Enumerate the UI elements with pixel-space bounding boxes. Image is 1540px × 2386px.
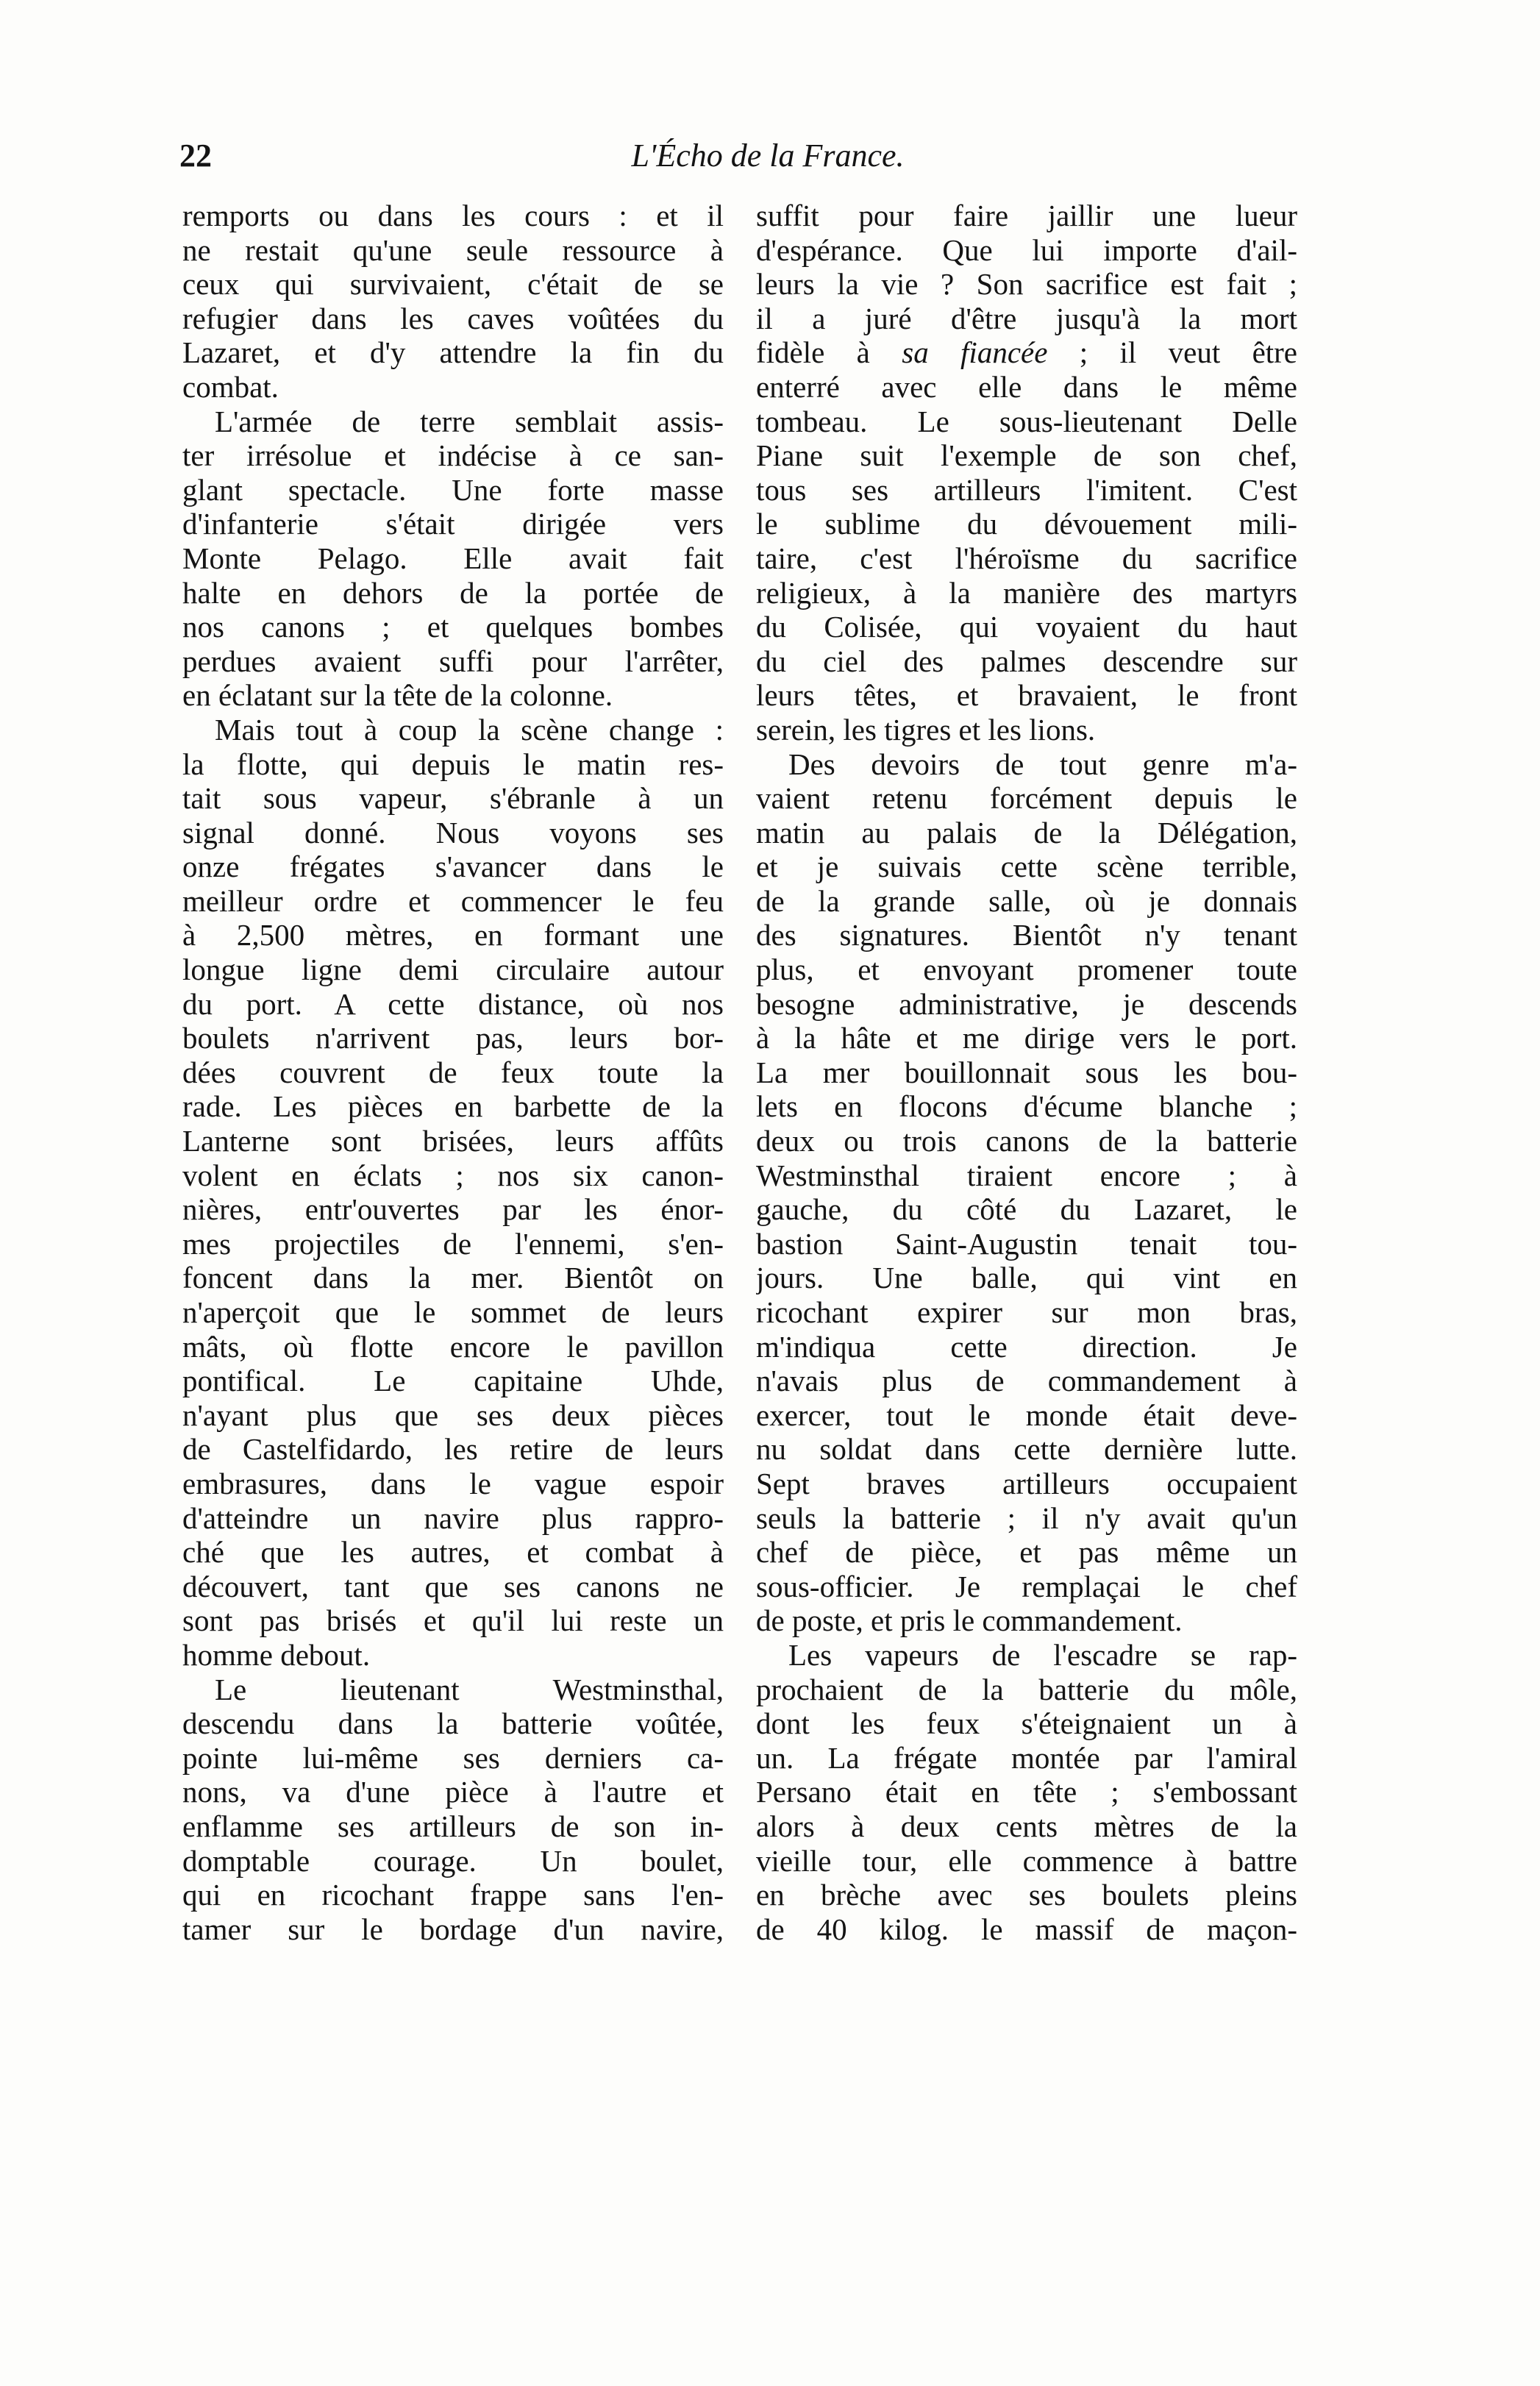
text-line: jours. Une balle, qui vint en [756,1261,1297,1295]
text-line: Westminsthal tiraient encore ; à [756,1158,1297,1192]
text-line: pontifical. Le capitaine Uhde, [182,1364,724,1398]
text-line: de poste, et pris le commandement. [756,1603,1183,1638]
text-line: plus, et envoyant promener toute [756,952,1297,987]
text-line: à la hâte et me dirige vers le port. [756,1021,1297,1055]
text-line: descendu dans la batterie voûtée, [182,1706,724,1741]
text-line: signal donné. Nous voyons ses [182,815,724,850]
text-line: mâts, où flotte encore le pavillon [182,1329,724,1364]
text-line: serein, les tigres et les lions. [756,712,1096,747]
text-line: de Castelfidardo, les retire de leurs [182,1432,724,1467]
text-line: longue ligne demi circulaire autour [182,952,724,987]
text-line: Sept braves artilleurs occupaient [756,1466,1297,1500]
text-line: alors à deux cents mètres de la [756,1809,1297,1843]
text-line: L'armée de terre semblait assis- [215,404,724,438]
text-line: un. La frégate montée par l'amiral [756,1740,1297,1775]
text-line: chef de pièce, et pas même un [756,1535,1297,1570]
text-line: nu soldat dans cette dernière lutte. [756,1432,1297,1467]
text-line: enterré avec elle dans le même [756,369,1297,404]
text-line: halte en dehors de la portée de [182,575,724,610]
text-line: remports ou dans les cours : et il [182,199,724,232]
text-line: du ciel des palmes descendre sur [756,644,1297,678]
text-line: La mer bouillonnait sous les bou- [756,1055,1297,1089]
text-line: nières, entr'ouvertes par les énor- [182,1192,724,1227]
text-line: embrasures, dans le vague espoir [182,1466,724,1500]
text-line: n'aperçoit que le sommet de leurs [182,1295,724,1329]
right-text-column [756,199,1297,1946]
text-line: exercer, tout le monde était deve- [756,1397,1297,1432]
text-line: Des devoirs de tout genre m'a- [788,747,1297,781]
text-line: dées couvrent de feux toute la [182,1055,724,1089]
text-line: découvert, tant que ses canons ne [182,1569,724,1603]
text-line: le sublime du dévouement mili- [756,507,1297,541]
text-line: perdues avaient suffi pour l'arrêter, [182,644,724,678]
text-line: Persano était en tête ; s'embossant [756,1775,1297,1809]
text-line: de la grande salle, où je donnais [756,883,1297,918]
text-line: gauche, du côté du Lazaret, le [756,1192,1297,1227]
text-line: Piane suit l'exemple de son chef, [756,438,1297,473]
text-line: deux ou trois canons de la batterie [756,1124,1297,1158]
text-line: d'espérance. Que lui importe d'ail- [756,232,1297,267]
text-line: religieux, à la manière des martyrs [756,575,1297,610]
text-line: Lanterne sont brisées, leurs affûts [182,1124,724,1158]
text-line: Le lieutenant Westminsthal, [215,1672,724,1706]
text-line: taire, c'est l'héroïsme du sacrifice [756,541,1297,575]
text-line: du port. A cette distance, où nos [182,986,724,1021]
text-line: seuls la batterie ; il n'y avait qu'un [756,1500,1297,1535]
text-line: foncent dans la mer. Bientôt on [182,1261,724,1295]
text-line: et je suivais cette scène terrible, [756,850,1297,884]
text-line: qui en ricochant frappe sans l'en- [182,1878,724,1912]
text-line: des signatures. Bientôt n'y tenant [756,918,1297,952]
text-line: Monte Pelago. Elle avait fait [182,541,724,575]
text-line: à 2,500 mètres, en formant une [182,918,724,952]
text-line: d'infanterie s'était dirigée vers [182,507,724,541]
text-line: nos canons ; et quelques bombes [182,610,724,644]
text-line: prochaient de la batterie du môle, [756,1672,1297,1706]
text-line: ricochant expirer sur mon bras, [756,1295,1297,1329]
text-line: tamer sur le bordage d'un navire, [182,1912,724,1946]
text-line: n'avais plus de commandement à [756,1364,1297,1398]
text-line: en éclatant sur la tête de la colonne. [182,678,613,713]
text-line: du Colisée, qui voyaient du haut [756,610,1297,644]
text-line: de 40 kilog. le massif de maçon- [756,1912,1297,1946]
text-line: tous ses artilleurs l'imitent. C'est [756,472,1297,507]
text-line: n'ayant plus que ses deux pièces [182,1397,724,1432]
text-line: pointe lui-même ses derniers ca- [182,1740,724,1775]
page-number: 22 [179,138,212,174]
text-line: onze frégates s'avancer dans le [182,850,724,884]
text-line: homme debout. [182,1637,371,1672]
text-line: volent en éclats ; nos six canon- [182,1158,724,1192]
text-line: meilleur ordre et commencer le feu [182,883,724,918]
text-line: tait sous vapeur, s'ébranle à un [182,781,724,816]
text-line: Mais tout à coup la scène change : [215,712,724,747]
text-line: Les vapeurs de l'escadre se rap- [788,1637,1297,1672]
text-line: tombeau. Le sous-lieutenant Delle [756,404,1297,438]
text-line: besogne administrative, je descends [756,986,1297,1021]
text-line: vaient retenu forcément depuis le [756,781,1297,816]
text-line: boulets n'arrivent pas, leurs bor- [182,1021,724,1055]
text-line: matin au palais de la Délégation, [756,815,1297,850]
text-line: m'indiqua cette direction. Je [756,1329,1297,1364]
text-line: domptable courage. Un boulet, [182,1843,724,1878]
text-line: dont les feux s'éteignaient un à [756,1706,1297,1741]
text-line: lets en flocons d'écume blanche ; [756,1089,1297,1124]
text-line: ne restait qu'une seule ressource à [182,232,724,267]
text-line: d'atteindre un navire plus rappro- [182,1500,724,1535]
text-line: la flotte, qui depuis le matin res- [182,747,724,781]
text-line: Lazaret, et d'y attendre la fin du [182,335,724,370]
text-line: combat. [182,369,279,404]
text-line: leurs têtes, et bravaient, le front [756,678,1297,713]
text-line: leurs la vie ? Son sacrifice est fait ; [756,267,1297,302]
text-line: fidèle à sa fiancée ; il veut être [756,335,1297,370]
text-line: sont pas brisés et qu'il lui reste un [182,1603,724,1638]
text-line: en brèche avec ses boulets pleins [756,1878,1297,1912]
text-line: suffit pour faire jaillir une lueur [756,199,1297,232]
page-header [179,134,1283,178]
text-line: glant spectacle. Une forte masse [182,472,724,507]
text-line: il a juré d'être jusqu'à la mort [756,301,1297,335]
text-line: ché que les autres, et combat à [182,1535,724,1570]
text-line: vieille tour, elle commence à battre [756,1843,1297,1878]
left-text-column [182,199,724,1946]
text-line: nons, va d'une pièce à l'autre et [182,1775,724,1809]
text-line: bastion Saint-Augustin tenait tou- [756,1226,1297,1261]
text-line: enflamme ses artilleurs de son in- [182,1809,724,1843]
text-line: ter irrésolue et indécise à ce san- [182,438,724,473]
text-line: ceux qui survivaient, c'était de se [182,267,724,302]
text-line: mes projectiles de l'ennemi, s'en- [182,1226,724,1261]
text-line: sous-officier. Je remplaçai le chef [756,1569,1297,1603]
running-title: L'Écho de la France. [631,138,905,174]
text-line: rade. Les pièces en barbette de la [182,1089,724,1124]
text-line: refugier dans les caves voûtées du [182,301,724,335]
